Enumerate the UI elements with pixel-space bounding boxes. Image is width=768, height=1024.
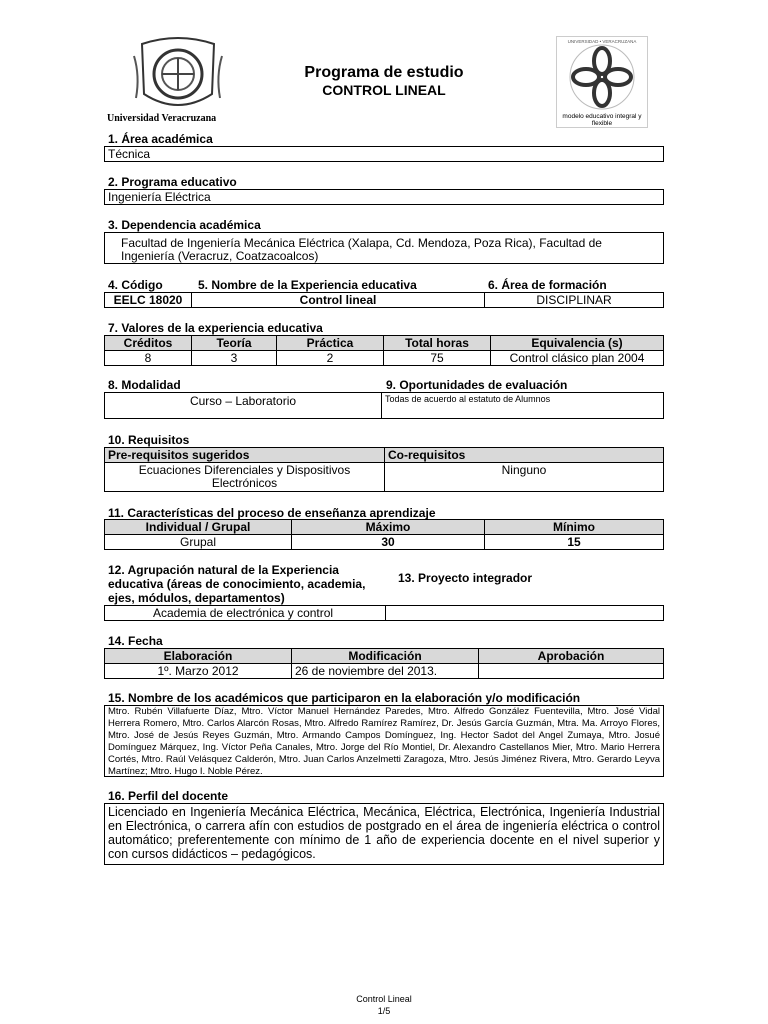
area-formacion-label: 6. Área de formación [488,278,607,292]
corequisitos-header: Co-requisitos [385,448,664,463]
academicos-value: Mtro. Rubén Villafuerte Díaz, Mtro. Víctor Manuel Hernández Paredes, Mtro. Alfredo González Fuentevilla, Mtro. José Vidal Herrera Romero, Mtro. Carlos Alarcón Rosas, Mtro. Alfredo Ramírez Ramírez, Dr. Jesús García Guzmán, Mtra. Ma. Arroyo Flores, Mtro. José de Jesús Reyes Guzmán, Mtro. Armando Campos Domínguez, Ing. Hector Sadot del Angel Zumaya, Mtro. Josué Domínguez Márquez, Ing. Víctor Peña Canales, Mtro. Jorge del Río Montiel, Dr. Alexandro Castellanos Mier, Mtro. Mario Herrera Cortés, Mtro. Raúl Velásquez Calderón, Mtro. Juan Carlos Anzelmetti Zaragoza, Mtro. Jesús Jiménez Rivera, Mtro. Gerardo Leyva Martínez; Mtro. Hugo I. Noble Pérez. [104,705,664,777]
agrupacion-value: Academia de electrónica y control [153,606,334,620]
fecha-header: Modificación [292,649,479,664]
valores-header: Créditos [105,336,192,351]
footer-document-name: Control Lineal [356,994,412,1004]
area-academica-label: 1. Área académica [108,132,213,146]
programa-educativo-value: Ingeniería Eléctrica [104,189,664,205]
academicos-label: 15. Nombre de los académicos que participaron en la elaboración y/o modificación [108,691,581,705]
educational-model-ring-text: UNIVERSIDAD • VERACRUZANA [567,39,637,44]
dependencia-label: 3. Dependencia académica [108,218,261,232]
practica-value: 2 [277,351,384,366]
requisitos-label: 10. Requisitos [108,433,190,447]
agrupacion-label: 12. Agrupación natural de la Experiencia educativa (áreas de conocimiento, academia, ejes, módulos, departamentos) [108,563,366,605]
caracteristicas-table [104,519,664,550]
page-title: Programa de estudio [304,64,464,81]
valores-header: Total horas [384,336,491,351]
perfil-docente-value: Licenciado en Ingeniería Mecánica Eléctrica, Mecánica, Eléctrica, Electrónica, Ingeniería Industrial en Electrónica, o carrera afín con estudios de postgrado en el área de ingeniería eléctrica o control automático; preferentemente con mínimo de 1 año de experiencia docente en el nivel superior y con cursos didácticos – pedagógicos. [104,803,664,865]
elaboracion-value: 1º. Marzo 2012 [105,664,292,679]
oportunidades-value: Todas de acuerdo al estatuto de Alumnos [385,394,551,404]
teoria-value: 3 [192,351,277,366]
minimo-value: 15 [485,535,664,550]
caracteristicas-label: 11. Características del proceso de enseñanza aprendizaje [108,506,436,520]
footer-page-number: 1/5 [377,1006,391,1016]
area-formacion-value: DISCIPLINAR [485,293,664,308]
equivalencia-value: Control clásico plan 2004 [491,351,664,366]
caracteristicas-header: Individual / Grupal [105,520,292,535]
fecha-header: Aprobación [479,649,664,664]
oportunidades-label: 9. Oportunidades de evaluación [386,378,568,392]
divider [381,392,382,419]
modalidad-value: Curso – Laboratorio [189,394,297,408]
codigo-value: EELC 18020 [105,293,192,308]
prerequisitos-value: Ecuaciones Diferenciales y Dispositivos Electrónicos [105,463,385,492]
fecha-table [104,648,664,679]
total-horas-value: 75 [384,351,491,366]
divider [385,605,386,621]
educational-model-caption: modelo educativo integral y flexible [562,113,642,127]
valores-header: Teoría [192,336,277,351]
aprobacion-value [479,664,664,679]
maximo-value: 30 [292,535,485,550]
uv-seal-logo [132,36,224,116]
valores-header: Práctica [277,336,384,351]
valores-header: Equivalencia (s) [491,336,664,351]
creditos-value: 8 [105,351,192,366]
dependencia-value: Facultad de Ingeniería Mecánica Eléctrica (Xalapa, Cd. Mendoza, Poza Rica), Facultad de Ingeniería (Veracruz, Coatzacoalcos) [104,232,664,264]
valores-label: 7. Valores de la experiencia educativa [108,321,323,335]
proyecto-integrador-label: 13. Proyecto integrador [398,571,533,585]
nombre-experiencia-label: 5. Nombre de la Experiencia educativa [198,278,417,292]
area-academica-value: Técnica [104,146,664,162]
modificacion-value: 26 de noviembre del 2013. [292,664,479,679]
perfil-docente-label: 16. Perfil del docente [108,789,229,803]
educational-model-logo [556,36,648,128]
codigo-table [104,292,664,308]
page-subtitle: CONTROL LINEAL [322,82,446,98]
requisitos-table [104,447,664,492]
nombre-experiencia-value: Control lineal [192,293,485,308]
caracteristicas-header: Mínimo [485,520,664,535]
fecha-label: 14. Fecha [108,634,163,648]
corequisitos-value: Ninguno [385,463,664,492]
valores-table [104,335,664,366]
individual-grupal-value: Grupal [105,535,292,550]
agrupacion-box [104,605,664,621]
modalidad-box [104,392,664,419]
codigo-label: 4. Código [108,278,163,292]
university-name: Universidad Veracruzana [107,113,217,124]
fecha-header: Elaboración [105,649,292,664]
modalidad-label: 8. Modalidad [108,378,181,392]
programa-educativo-label: 2. Programa educativo [108,175,237,189]
caracteristicas-header: Máximo [292,520,485,535]
prerequisitos-header: Pre-requisitos sugeridos [105,448,385,463]
